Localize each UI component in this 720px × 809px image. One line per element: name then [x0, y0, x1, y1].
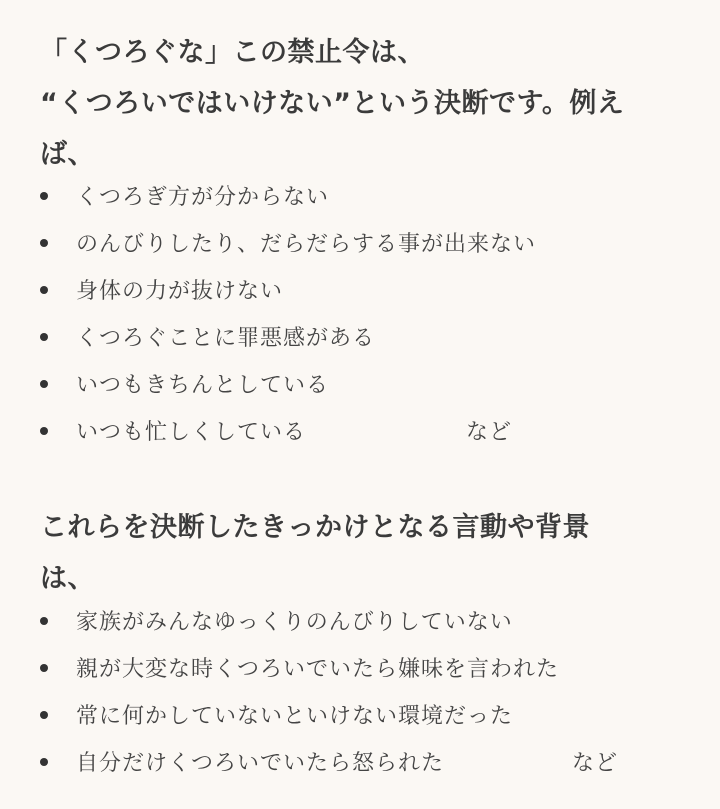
bullet-icon — [40, 758, 48, 766]
section2-list — [40, 597, 618, 785]
list-item — [40, 313, 536, 360]
section2-heading-line-2: は、 — [40, 563, 95, 594]
list-item-text: いつも忙しくしている — [76, 420, 307, 445]
list-item — [40, 738, 618, 785]
bullet-icon — [40, 664, 48, 672]
section1-heading-line-2: “くつろいではいけない”という決断です。例え — [40, 88, 625, 119]
list-item-text: いつもきちんとしている — [76, 373, 330, 398]
list-item-text: 常に何かしていないといけない環境だった — [76, 704, 514, 729]
list-item — [40, 691, 618, 738]
bullet-icon — [40, 239, 48, 247]
list-item — [40, 407, 536, 454]
list-item-text: くつろぐことに罪悪感がある — [76, 326, 376, 351]
list-item — [40, 597, 618, 644]
list-item-text: くつろぎ方が分からない — [76, 185, 330, 210]
bullet-icon — [40, 286, 48, 294]
bullet-icon — [40, 333, 48, 341]
list-item — [40, 172, 536, 219]
list-item — [40, 266, 536, 313]
bullet-icon — [40, 617, 48, 625]
list-item — [40, 644, 618, 691]
list-item-text: 身体の力が抜けない — [76, 279, 284, 304]
list-item — [40, 219, 536, 266]
list-suffix: など — [572, 751, 619, 776]
section1-heading-line-1: 「くつろぐな」この禁止令は、 — [40, 37, 425, 68]
list-item — [40, 360, 536, 407]
bullet-icon — [40, 380, 48, 388]
bullet-icon — [40, 427, 48, 435]
section1-list — [40, 172, 536, 454]
bullet-icon — [40, 711, 48, 719]
list-suffix: など — [466, 420, 513, 445]
section2-heading-line-1: これらを決断したきっかけとなる言動や背景 — [40, 512, 590, 543]
list-item-text: 家族がみんなゆっくりのんびりしていない — [76, 610, 513, 635]
list-item-text: 自分だけくつろいでいたら怒られた — [76, 751, 445, 776]
list-item-text: のんびりしたり、だらだらする事が出来ない — [76, 232, 537, 257]
section1-heading-line-3: ば、 — [40, 139, 95, 170]
bullet-icon — [40, 192, 48, 200]
list-item-text: 親が大変な時くつろいでいたら嫌味を言われた — [76, 657, 560, 682]
